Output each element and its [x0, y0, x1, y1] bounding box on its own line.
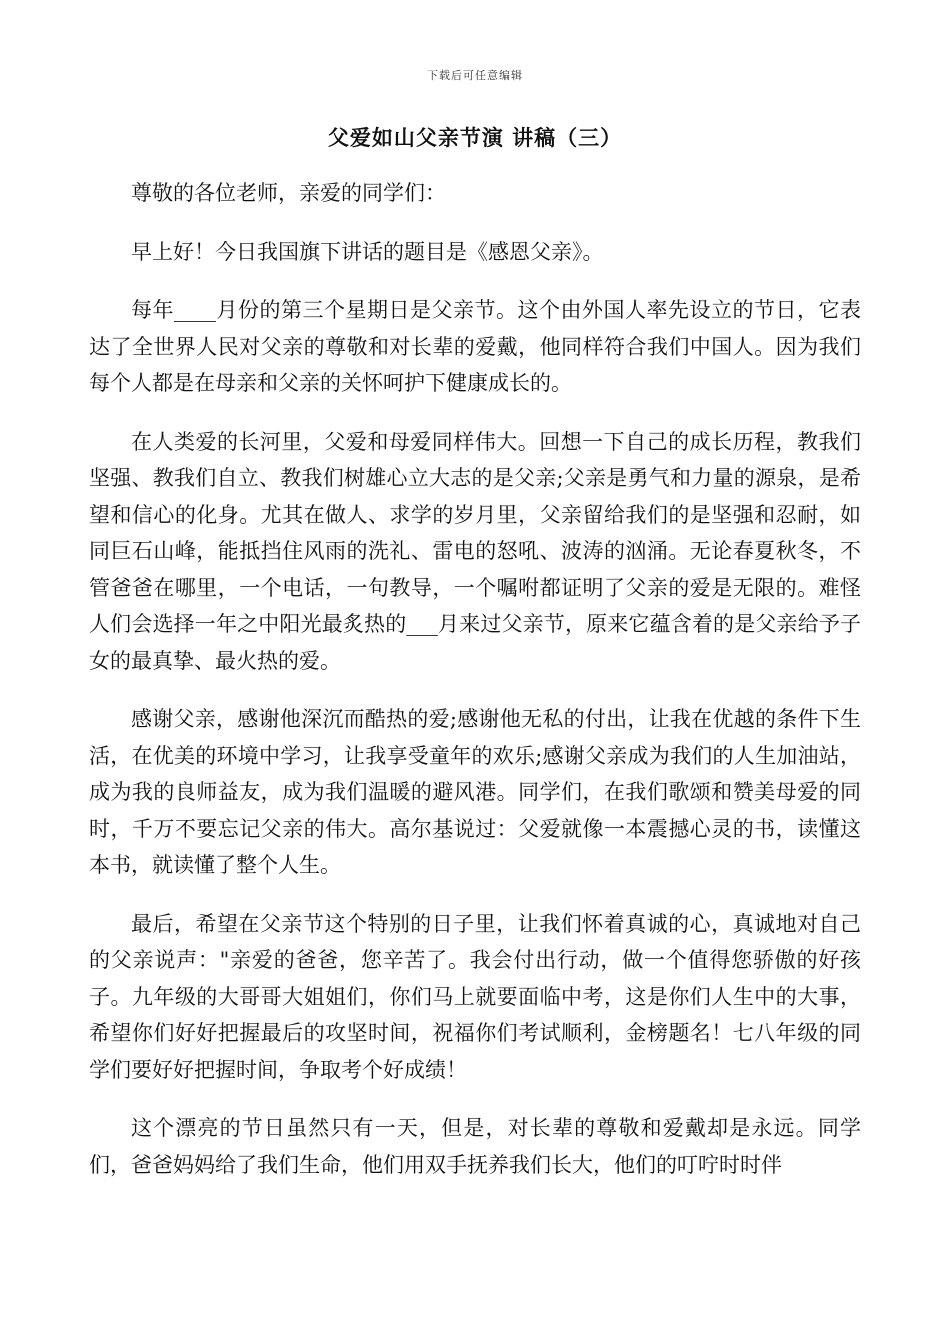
- document-title: 父爱如山父亲节演 讲稿（三）: [327, 125, 623, 150]
- paragraph-greeting: 尊敬的各位老师，亲爱的同学们：: [131, 181, 446, 205]
- paragraph-fathers-love: 在人类爱的长河里，父爱和母爱同样伟大。回想一下自己的成长历程，教我们坚强、教我们自立、教我们树雄心立大志的是父亲;父亲是勇气和力量的源泉，是希望和信心的化身。尤其在做人、求学的岁月里，父亲留给我们的是坚强和忍耐，如同巨石山峰，能抵挡住风雨的洗礼、雷电的怒吼、波涛的汹涌。无论春夏秋冬，不管爸爸在哪里，一个电话，一句教导，一个嘱咐都证明了父亲的爱是无限的。难怪人们会选择一年之中阳光最炙热的___月来过父亲节，原来它蕴含着的是父亲给予子女的最真挚、最火热的爱。: [89, 429, 861, 673]
- paragraph-fathers-day-origin: 每年____月份的第三个星期日是父亲节。这个由外国人率先设立的节日，它表达了全世界人民对父亲的尊敬和对长辈的爱戴，他同样符合我们中国人。因为我们每个人都是在母亲和父亲的关怀呵护下健康成长的。: [89, 298, 861, 395]
- paragraph-gratitude: 感谢父亲，感谢他深沉而酷热的爱;感谢他无私的付出，让我在优越的条件下生活，在优美的环境中学习，让我享受童年的欢乐;感谢父亲成为我们的人生加油站，成为我的良师益友，成为我们温暖的避风港。同学们，在我们歌颂和赞美母爱的同时，千万不要忘记父亲的伟大。高尔基说过：父爱就像一本震撼心灵的书，读懂这本书，就读懂了整个人生。: [89, 707, 861, 877]
- page-header-note: 下载后可任意编辑: [427, 69, 523, 82]
- paragraph-continuation: 这个漂亮的节日虽然只有一天，但是，对长辈的尊敬和爱戴却是永远。同学们，爸爸妈妈给了我们生命，他们用双手抚养我们长大，他们的叮咛时时伴: [89, 1116, 861, 1177]
- paragraph-opening: 早上好！今日我国旗下讲话的题目是《感恩父亲》。: [131, 239, 604, 264]
- document-body: [89, 175, 861, 1205]
- paragraph-closing-wishes: 最后，希望在父亲节这个特别的日子里，让我们怀着真诚的心，真诚地对自己的父亲说声："亲爱的爸爸，您辛苦了。我会付出行动，做一个值得您骄傲的好孩子。九年级的大哥哥大姐姐们，你们马上就要面临中考，这是你们人生中的大事，希望你们好好把握最后的攻坚时间，祝福你们考试顺利，金榜题名！七八年级的同学们要好好把握时间，争取考个好成绩！: [89, 911, 861, 1082]
